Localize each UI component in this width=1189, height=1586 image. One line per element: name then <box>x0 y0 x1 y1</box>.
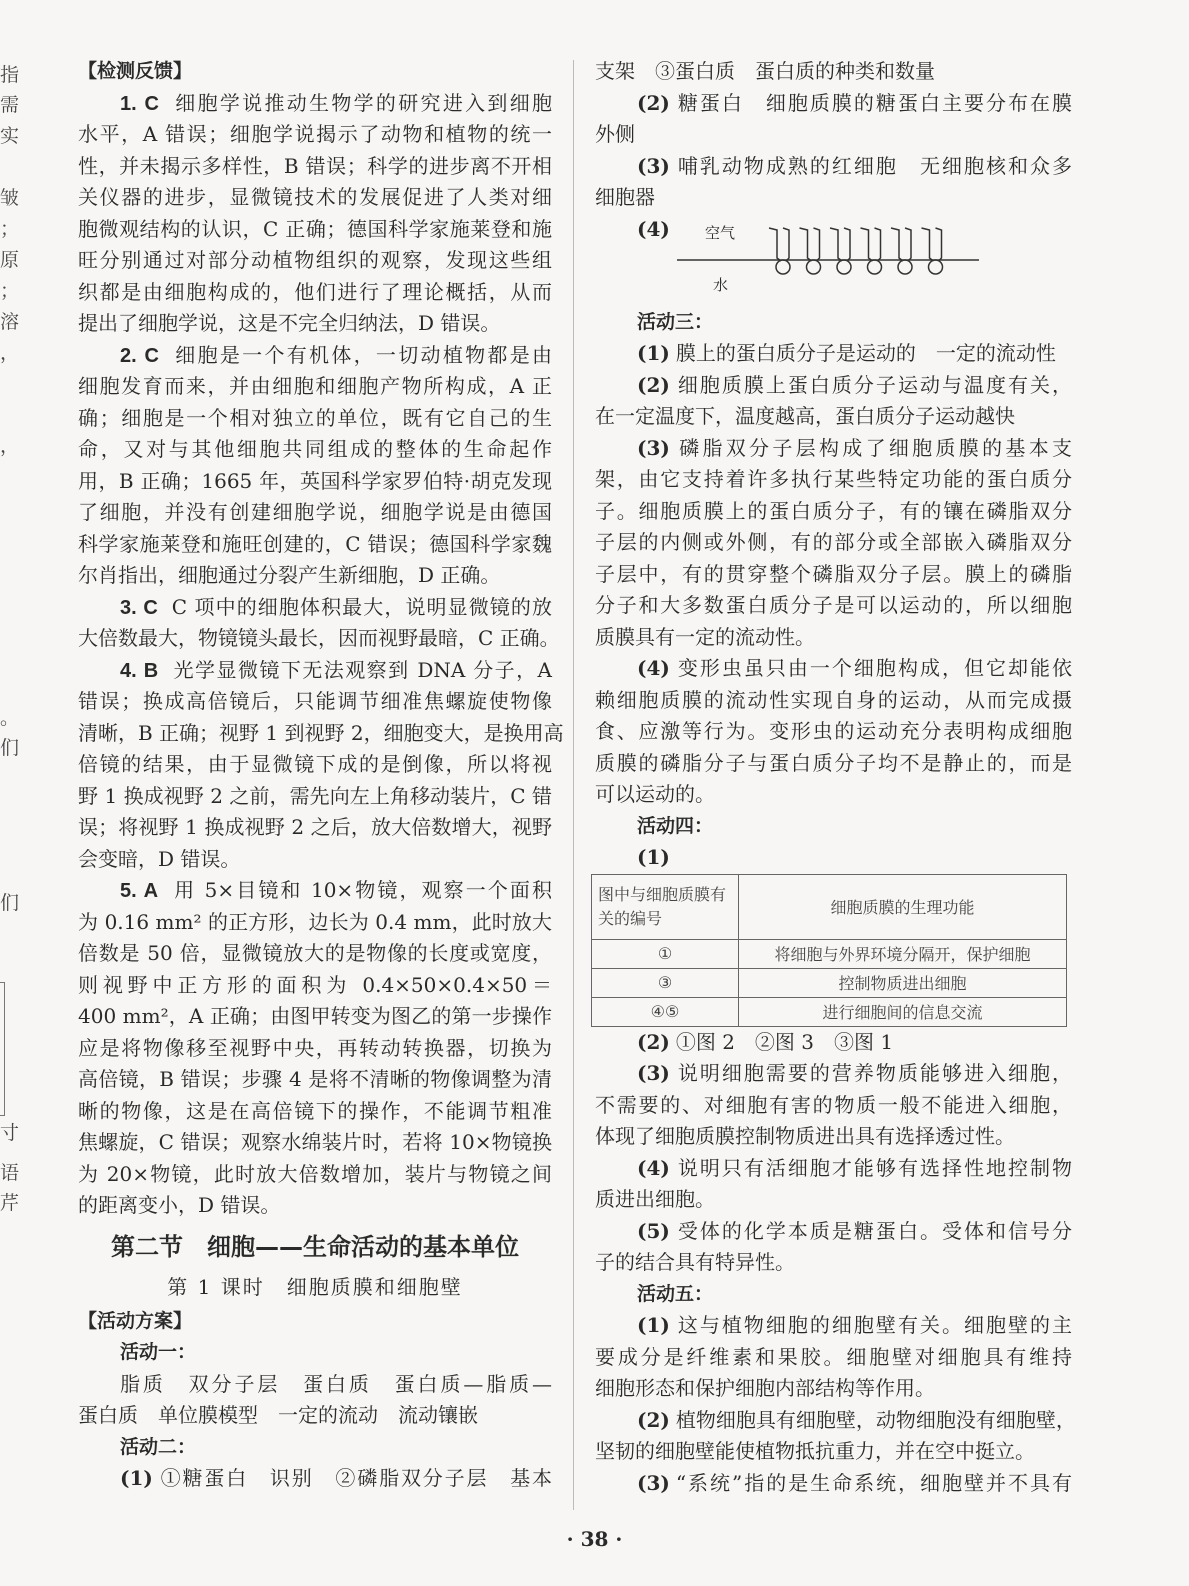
text-line <box>595 779 1072 811</box>
table-cell: ③ <box>592 968 739 997</box>
line-text: 植物细胞具有细胞壁，动物细胞没有细胞壁， <box>675 1407 1076 1432</box>
answer-paragraph <box>595 1027 1072 1059</box>
line-text: 为 0.16 mm² 的正方形，边长为 0.4 mm，此时放大 <box>78 909 552 934</box>
line-text: 外侧 <box>595 122 635 146</box>
table-cell: 进行细胞间的信息交流 <box>739 997 1067 1026</box>
line-text: 旺分别通过对部分动植物组织的观察，发现这些组 <box>78 248 552 272</box>
edge-fragment: 芹 <box>0 1192 20 1214</box>
line-text: 了细胞，并没有创建细胞学说，细胞学说是由德国 <box>78 500 552 524</box>
answer-item <box>78 875 552 1222</box>
lesson-title: 第 1 课时 细胞质膜和细胞壁 <box>167 1274 463 1299</box>
text-line <box>595 370 1072 402</box>
edge-fragment: 指 <box>0 64 20 86</box>
table-header-row <box>592 874 1067 939</box>
answer-paragraph <box>595 433 1072 654</box>
line-text: 科学家施莱登和施旺创建的，C 错误；德国科学家魏 <box>78 531 552 556</box>
text-line <box>78 749 552 781</box>
text-line <box>595 1153 1072 1185</box>
text-line <box>595 88 1072 120</box>
line-text: 性，并未揭示多样性，B 错误；科学的进步离不开相 <box>78 153 552 178</box>
text-line <box>595 464 1072 496</box>
text-line <box>595 559 1072 591</box>
text-line <box>78 560 552 592</box>
water-label: 水 <box>713 275 729 294</box>
edge-fragment: 需 <box>0 94 20 116</box>
answer-paragraph <box>595 1310 1072 1405</box>
edge-fragment: 寸 <box>0 1122 20 1144</box>
line-text: 糖蛋白 细胞质膜的糖蛋白主要分布在膜 <box>675 90 1072 115</box>
line-text: 质进出细胞。 <box>595 1187 715 1211</box>
text-line <box>595 748 1072 780</box>
text-line <box>78 812 552 844</box>
line-text: 坚韧的细胞壁能使植物抵抗重力，并在空中挺立。 <box>595 1439 1035 1463</box>
activity-heading: 活动二： <box>120 1435 197 1458</box>
line-text: 光学显微镜下无法观察到 DNA 分子，A <box>172 657 552 682</box>
answer-paragraph <box>595 1216 1072 1279</box>
text-line <box>78 592 552 624</box>
answer-paragraph <box>595 370 1072 433</box>
line-text: 用，B 正确；1665 年，英国科学家罗伯特·胡克发现 <box>78 468 552 493</box>
edge-fragment: ， <box>0 342 20 364</box>
line-text: 的距离变小，D 错误。 <box>78 1193 281 1217</box>
line-text: 清晰，B 正确；视野 1 到视野 2，细胞变大，是换用高 <box>78 720 564 745</box>
phospholipid-molecule <box>891 228 912 274</box>
edge-fragment: ， <box>0 435 20 457</box>
text-line <box>595 1342 1072 1374</box>
answer-item <box>78 340 552 592</box>
edge-fragment: 原 <box>0 249 20 271</box>
item-number: (3) <box>637 1061 670 1085</box>
edge-fragment: 皱 <box>0 187 20 209</box>
text-line <box>78 623 560 655</box>
answer-label: 4. B <box>120 659 159 682</box>
text-line <box>595 182 1072 214</box>
answer-paragraph <box>78 1369 552 1432</box>
line-text: 细胞形态和保护细胞内部结构等作用。 <box>595 1376 935 1400</box>
line-text: 受体的化学本质是糖蛋白。受体和信号分 <box>675 1218 1072 1243</box>
text-line <box>78 1400 552 1432</box>
text-line <box>78 1463 552 1495</box>
text-line <box>78 371 552 403</box>
table-row <box>592 939 1067 968</box>
line-text: 质膜具有一定的流动性。 <box>595 624 815 649</box>
line-text: 胞微观结构的认识，C 正确；德国科学家施莱登和施 <box>78 216 552 241</box>
line-text: 要成分是纤维素和果胶。细胞壁对细胞具有维持 <box>595 1344 1072 1369</box>
edge-fragment: 语 <box>0 1162 20 1184</box>
line-text: 倍镜的结果，由于显微镜下成的是倒像，所以将视 <box>78 752 552 776</box>
line-text: 野 1 换成视野 2 之前，需先向左上角移动装片，C 错 <box>78 783 552 808</box>
text-line <box>78 1190 552 1222</box>
answer-label: 5. A <box>120 880 159 902</box>
text-line <box>78 1096 552 1128</box>
text-line <box>595 433 1072 465</box>
line-text: 焦螺旋，C 错误；观察水绵装片时，若将 10×物镜换 <box>78 1130 552 1154</box>
line-text: 子的结合具有特异性。 <box>595 1250 795 1274</box>
answer-paragraph <box>595 842 1072 874</box>
answer-item <box>78 655 564 876</box>
text-line <box>78 655 552 687</box>
item-number: (2) <box>637 1407 670 1432</box>
text-line <box>78 938 552 970</box>
item-number: (1) <box>637 845 670 869</box>
table-row <box>592 968 1067 997</box>
text-line <box>595 1216 1072 1248</box>
line-text: 400 mm²，A 正确；由图甲转变为图乙的第一步操作 <box>78 1004 552 1028</box>
line-text: 质膜的磷脂分子与蛋白质分子均不是静止的，而是 <box>595 750 1072 775</box>
line-text: ①糖蛋白 识别 ②磷脂双分子层 基本 <box>158 1466 552 1490</box>
activity-heading: 活动三： <box>637 310 714 333</box>
line-text: 食、应激等行为。变形虫的运动充分表明构成细胞 <box>595 719 1072 743</box>
answer-paragraph <box>595 88 1072 151</box>
line-text: 大倍数最大，物镜镜头最长，因而视野最暗，C 正确。 <box>78 626 560 650</box>
text-line <box>78 340 552 372</box>
chapter-title: 第二节 细胞——生命活动的基本单位 <box>111 1232 519 1261</box>
edge-fragment: 们 <box>0 737 20 759</box>
answer-label: 3. C <box>120 596 158 619</box>
text-line <box>595 1436 1072 1468</box>
text-line <box>595 1468 1072 1500</box>
table-row <box>592 997 1067 1026</box>
line-text: 子层的内侧或外侧，有的部分或全部嵌入磷脂双分 <box>595 530 1072 554</box>
text-line <box>78 151 552 183</box>
answer-label: 2. C <box>120 344 159 367</box>
text-line <box>78 308 552 340</box>
activity-heading: 活动一： <box>120 1341 197 1363</box>
text-line <box>78 1159 552 1191</box>
section-heading: 【活动方案】 <box>78 1309 193 1332</box>
text-line <box>595 590 1072 622</box>
table-header-cell: 图中与细胞质膜有关的编号 <box>592 874 739 939</box>
text-line <box>595 1058 1072 1090</box>
text-line <box>595 1373 1072 1405</box>
text-line <box>595 1121 1072 1153</box>
text-line <box>595 119 1072 151</box>
item-number: (2) <box>637 90 670 115</box>
line-text: 可以运动的。 <box>595 782 715 806</box>
text-line <box>595 622 1072 654</box>
text-line <box>595 338 1072 370</box>
right-column <box>595 56 1076 1499</box>
text-line <box>78 907 552 939</box>
edge-fragment: 。 <box>0 707 20 729</box>
text-line <box>595 1090 1072 1122</box>
phospholipid-molecule <box>861 228 882 274</box>
line-text: 架，由它支持着许多执行某些特定功能的蛋白质分 <box>595 467 1072 491</box>
previous-page-table-edge <box>0 982 5 1116</box>
line-text: 变形虫虽只由一个细胞构成，但它却能依 <box>675 656 1072 680</box>
diagram-svg <box>595 214 1075 307</box>
line-text: 水平，A 错误；细胞学说揭示了动物和植物的统一 <box>78 122 552 146</box>
line-text: 膜上的蛋白质分子是运动的 一定的流动性 <box>675 341 1056 365</box>
column-divider <box>573 60 574 1510</box>
answer-item <box>78 88 552 340</box>
text-line <box>595 1405 1076 1437</box>
answer-paragraph <box>595 1153 1072 1216</box>
item-number: (2) <box>637 1029 670 1054</box>
edge-fragment: ； <box>0 218 20 240</box>
text-line <box>78 1001 552 1033</box>
line-text: 确；细胞是一个相对独立的单位，既有它自己的生 <box>78 405 552 430</box>
text-line <box>78 182 552 214</box>
text-line <box>78 844 552 876</box>
edge-fragment: 们 <box>0 892 20 914</box>
text-line <box>78 718 564 750</box>
line-text: 关仪器的进步，显微镜技术的发展促进了人类对细 <box>78 185 552 209</box>
text-line <box>595 653 1072 685</box>
edge-fragment: 溶 <box>0 311 20 333</box>
line-text: 用 5×目镜和 10×物镜，观察一个面积 <box>172 878 552 902</box>
text-line <box>595 1184 1072 1216</box>
item-number: (2) <box>637 372 670 397</box>
item-number: (3) <box>637 1470 670 1495</box>
line-text: 子。细胞质膜上的蛋白质分子，有的镶在磷脂双分 <box>595 498 1072 523</box>
text-line <box>78 1369 552 1401</box>
text-line <box>78 88 552 120</box>
line-text: 会变暗，D 错误。 <box>78 846 241 871</box>
text-line <box>78 875 552 907</box>
answer-label: 1. C <box>120 92 159 115</box>
text-line <box>595 527 1072 559</box>
table-cell: 将细胞与外界环境分隔开，保护细胞 <box>739 939 1067 968</box>
line-text: 磷脂双分子层构成了细胞质膜的基本支 <box>675 435 1072 460</box>
membrane-function-table <box>591 874 1067 1027</box>
line-text: 尔肖指出，细胞通过分裂产生新细胞，D 正确。 <box>78 563 501 587</box>
text-line <box>78 970 552 1002</box>
text-line <box>78 466 552 498</box>
text-line <box>78 686 552 718</box>
text-line <box>78 497 552 529</box>
line-text: 不需要的、对细胞有害的物质一般不能进入细胞， <box>595 1092 1072 1117</box>
line-text: 则视野中正方形的面积为 0.4×50×0.4×50＝ <box>78 972 552 997</box>
line-text: 蛋白质 单位膜模型 一定的流动 流动镶嵌 <box>78 1403 478 1427</box>
edge-fragment: 实 <box>0 125 20 147</box>
text-line <box>595 1027 1072 1059</box>
answer-paragraph <box>595 56 1072 88</box>
table-cell: ④⑤ <box>592 997 739 1026</box>
item-number: (3) <box>637 435 670 460</box>
line-text: 为 20×物镜，此时放大倍数增加，装片与物镜之间 <box>78 1161 552 1186</box>
text-line <box>595 401 1072 433</box>
answer-paragraph <box>595 1058 1072 1153</box>
line-text: 说明只有活细胞才能够有选择性地控制物 <box>675 1155 1072 1180</box>
answer-item <box>78 592 560 655</box>
text-line <box>78 245 552 277</box>
line-text: 误；将视野 1 换成视野 2 之后，放大倍数增大，视野 <box>78 815 552 839</box>
line-text: 高倍镜，B 错误；步骤 4 是将不清晰的物像调整为清 <box>78 1067 552 1091</box>
line-text: 织都是由细胞构成的，他们进行了理论概括，从而 <box>78 279 552 304</box>
answer-paragraph <box>595 338 1072 370</box>
air-label: 空气 <box>705 223 736 242</box>
answer-paragraph <box>78 1463 552 1495</box>
table-header-cell: 细胞质膜的生理功能 <box>739 874 1067 939</box>
text-line <box>78 403 552 435</box>
line-text: 脂质 双分子层 蛋白质 蛋白质—脂质— <box>120 1371 552 1396</box>
line-text: 错误；换成高倍镜后，只能调节细准焦螺旋使物像 <box>78 689 552 713</box>
line-text: 细胞发育而来，并由细胞和细胞产物所构成，A 正 <box>78 374 552 398</box>
line-text: 晰的物像，这是在高倍镜下的操作，不能调节粗准 <box>78 1098 552 1123</box>
table-cell: 控制物质进出细胞 <box>739 968 1067 997</box>
line-text: 体现了细胞质膜控制物质进出具有选择透过性。 <box>595 1124 1015 1148</box>
text-line <box>595 1247 1072 1279</box>
text-line <box>595 685 1072 717</box>
activity-heading: 活动五： <box>637 1282 714 1305</box>
text-line <box>595 842 1072 874</box>
phospholipid-molecule <box>922 228 943 274</box>
text-line <box>595 496 1072 528</box>
text-line <box>78 277 552 309</box>
text-line <box>595 56 1072 88</box>
line-text: 分子和大多数蛋白质分子是可以运动的，所以细胞 <box>595 593 1072 617</box>
answer-paragraph <box>595 151 1072 214</box>
answer-paragraph <box>595 653 1072 811</box>
line-text: 细胞器 <box>595 185 655 209</box>
line-text: 细胞是一个有机体，一切动植物都是由 <box>172 342 553 367</box>
activity-heading: 活动四： <box>637 814 714 837</box>
line-text: 细胞学说推动生物学的研究进入到细胞 <box>172 90 553 115</box>
item-number: (1) <box>120 1466 153 1490</box>
line-text: 说明细胞需要的营养物质能够进入细胞， <box>675 1061 1072 1085</box>
item-number: (4) <box>637 216 670 241</box>
item-number: (5) <box>637 1218 670 1243</box>
text-line <box>78 214 552 246</box>
phospholipid-molecule <box>800 228 821 274</box>
answer-paragraph <box>595 1405 1076 1468</box>
line-text: 细胞质膜上蛋白质分子运动与温度有关， <box>675 372 1072 397</box>
section-heading: 【检测反馈】 <box>78 60 193 82</box>
line-text: C 项中的细胞体积最大，说明显微镜的放 <box>171 594 552 619</box>
table-cell: ① <box>592 939 739 968</box>
left-column <box>78 56 564 1495</box>
line-text: 子层中，有的贯穿整个磷脂双分子层。膜上的磷脂 <box>595 561 1072 586</box>
item-number: (1) <box>637 341 670 365</box>
line-text: 支架 ③蛋白质 蛋白质的种类和数量 <box>595 59 935 83</box>
edge-fragment: ； <box>0 280 20 302</box>
line-text: 哺乳动物成熟的红细胞 无细胞核和众多 <box>675 153 1072 178</box>
line-text: 命，又对与其他细胞共同组成的整体的生命起作 <box>78 437 552 461</box>
text-line <box>78 529 552 561</box>
line-text: “系统”指的是生命系统，细胞壁并不具有 <box>675 1470 1072 1495</box>
text-line <box>78 1064 552 1096</box>
text-line <box>595 716 1072 748</box>
text-line <box>595 151 1072 183</box>
item-number: (4) <box>637 1155 670 1180</box>
item-number: (4) <box>637 656 670 680</box>
phospholipid-monolayer-diagram <box>595 214 1072 307</box>
line-text: 应是将物像移至视野中央，再转动转换器，切换为 <box>78 1035 552 1060</box>
line-text: 倍数是 50 倍，显微镜放大的是物像的长度或宽度， <box>78 941 552 965</box>
text-line <box>78 1127 552 1159</box>
line-text: 赖细胞质膜的流动性实现自身的运动，从而完成摄 <box>595 687 1072 712</box>
phospholipid-molecule <box>769 228 790 274</box>
line-text: 这与植物细胞的细胞壁有关。细胞壁的主 <box>675 1313 1072 1337</box>
text-line <box>78 781 552 813</box>
line-text: 提出了细胞学说，这是不完全归纳法，D 错误。 <box>78 311 501 335</box>
answer-paragraph <box>595 1468 1072 1500</box>
page-number: · 38 · <box>566 1527 623 1551</box>
text-line <box>595 1310 1072 1342</box>
line-text: ①图 2 ②图 3 ③图 1 <box>675 1029 894 1054</box>
phospholipid-molecule <box>830 228 851 274</box>
text-line <box>78 119 552 151</box>
item-number: (1) <box>637 1313 670 1337</box>
item-number: (3) <box>637 153 670 178</box>
line-text: 在一定温度下，温度越高，蛋白质分子运动越快 <box>595 404 1015 428</box>
text-line <box>78 434 552 466</box>
text-line <box>78 1033 552 1065</box>
